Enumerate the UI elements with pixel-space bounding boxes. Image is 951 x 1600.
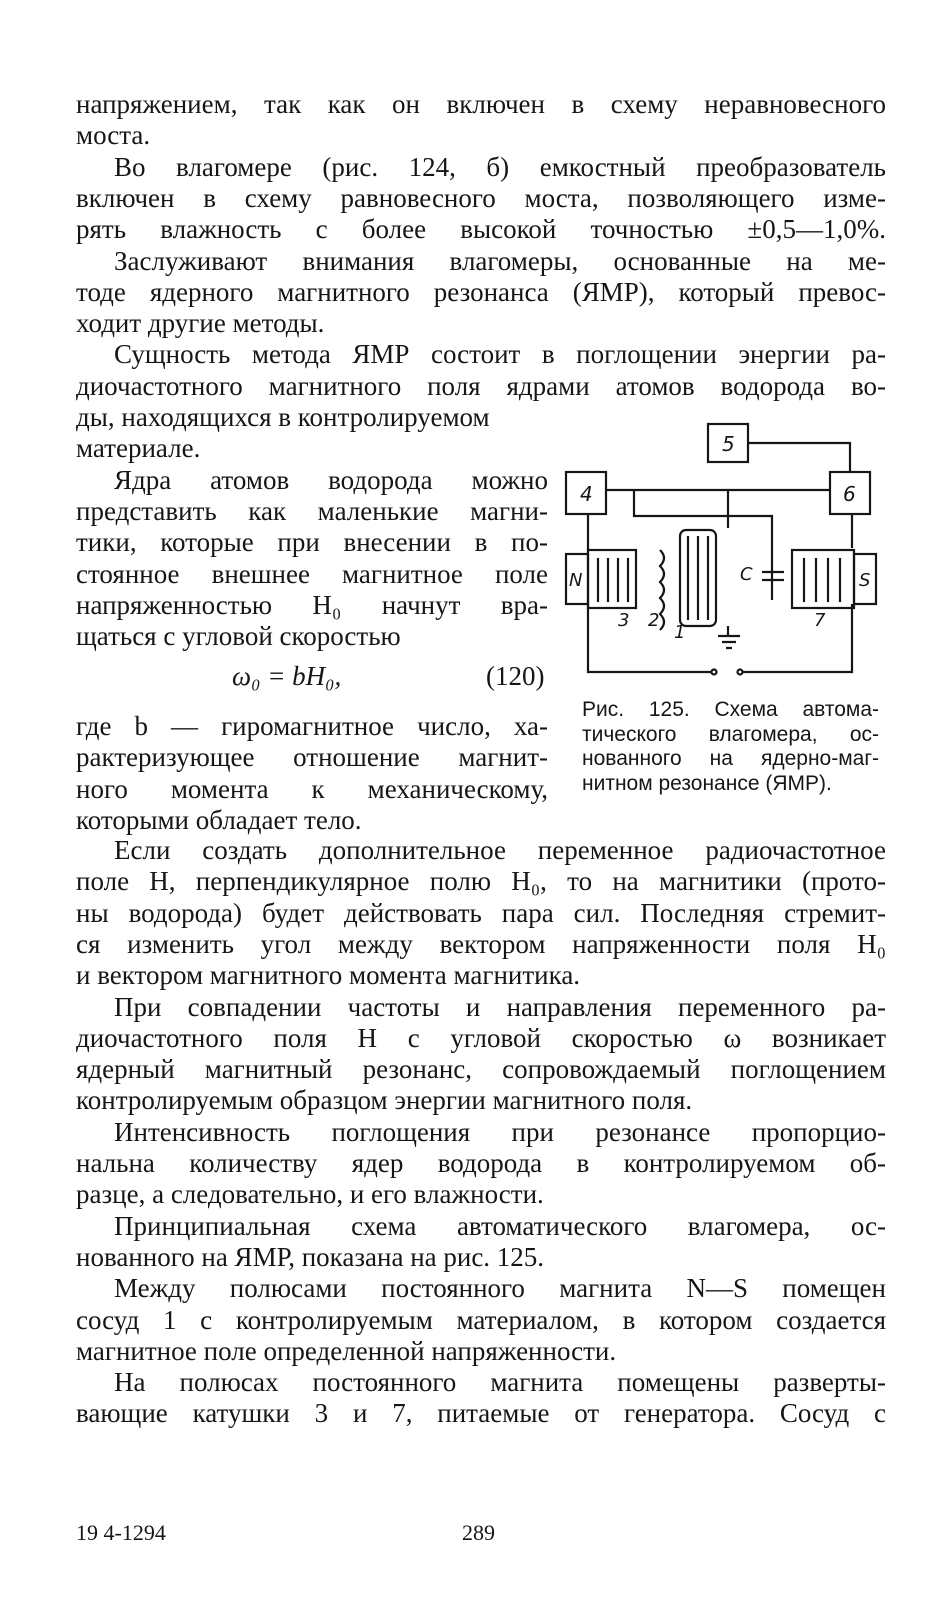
ground-symbol: [718, 626, 740, 648]
text-line: материале.: [76, 433, 201, 464]
text-line: Во влагомере (рис. 124, б) емкостный преобразователь: [114, 151, 886, 182]
coil-3-label: 3: [618, 610, 630, 631]
printer-signature: [76, 1520, 166, 1546]
text-line: нованного на ЯМР, показана на рис. 125.: [76, 1241, 545, 1272]
text-line: моста.: [76, 120, 151, 151]
caption-line: тического влагомера, ос-: [582, 722, 879, 746]
caption-line: Рис. 125. Схема автома-: [582, 698, 879, 721]
text-line: поле H, перпендикулярное полю H₀, то на магнитики (прото-: [76, 866, 886, 897]
text-line: Заслуживают внимания влагомеры, основанные на ме-: [114, 245, 886, 276]
text-line: Принципиальная схема автоматического влагомера, ос-: [114, 1210, 886, 1241]
coil-7-label: 7: [814, 610, 826, 631]
block-5-label: 5: [722, 432, 735, 456]
text-line: напряжением, так как он включен в схему неравновесного: [76, 89, 886, 119]
formula-120: [232, 660, 341, 693]
block-4-label: 4: [580, 482, 593, 506]
text-line: щаться с угловой скоростью: [76, 621, 401, 652]
formula-number: [486, 660, 544, 693]
text-line: ходит другие методы.: [76, 308, 325, 339]
text-line: Сущность метода ЯМР состоит в поглощении энергии ра-: [114, 339, 886, 370]
text-line: ны водорода) будет действовать пара сил. Последняя стремит-: [76, 897, 886, 928]
text-line: стоянное внешнее магнитное поле: [76, 558, 548, 589]
text-line: Если создать дополнительное переменное радиочастотное: [114, 835, 886, 865]
vessel-1-coil: [688, 536, 708, 620]
vessel-1-label: 1: [674, 622, 686, 643]
coil-2-label: 2: [648, 610, 660, 631]
text-line: магнитное поле определенной напряженности.: [76, 1335, 617, 1366]
text-line: которыми обладает тело.: [76, 804, 362, 835]
coil-3-windings: [598, 558, 628, 602]
text-line: Интенсивность поглощения при резонансе пропорцио-: [114, 1116, 886, 1147]
text-line: разце, а следовательно, и его влажности.: [76, 1179, 544, 1210]
terminal-left: [712, 670, 717, 675]
nmr-moisture-meter-diagram: [562, 420, 880, 695]
coil-7-windings: [804, 558, 840, 602]
formula-expression: ω₀ = bH₀,: [232, 661, 342, 691]
block-6-label: 6: [843, 482, 856, 506]
text-line: На полюсах постоянного магнита помещены разверты-: [114, 1367, 886, 1398]
text-line: рять влажность с более высокой точностью ±0,5—1,0%.: [76, 214, 886, 245]
text-line: При совпадении частоты и направления переменного ра-: [114, 991, 886, 1022]
text-line: где b — гиромагнитное число, ха-: [76, 711, 548, 741]
page-number: [462, 1520, 495, 1546]
text-line: представить как маленькие магни-: [76, 495, 548, 526]
text-line: Ядра атомов водорода можно: [114, 464, 548, 495]
text-line: ся изменить угол между вектором напряженности поля H₀: [76, 928, 886, 959]
text-line: включен в схему равновесного моста, позволяющего изме-: [76, 182, 886, 213]
formula-number-label: (120): [486, 661, 545, 691]
coil-7-body: [792, 550, 854, 608]
text-line: диочастотного магнитного поля ядрами атомов водорода во-: [76, 370, 886, 401]
wire-bottom-right: [742, 604, 852, 672]
terminal-right: [738, 670, 743, 675]
wire-5-to-6: [748, 443, 850, 472]
text-line: рактеризующее отношение магнит-: [76, 742, 548, 773]
signature-mark: 19 4-1294: [76, 1520, 166, 1545]
text-line: тики, которые при внесении в по-: [76, 527, 548, 558]
text-line: нальна количеству ядер водорода в контролируемом об-: [76, 1148, 886, 1178]
pole-s-label: S: [859, 570, 871, 591]
text-line: ного момента к механическому,: [76, 773, 548, 804]
text-line: ды, находящихся в контролируемом: [76, 402, 490, 432]
pole-n-label: N: [569, 570, 583, 591]
text-line: сосуд 1 с контролируемым материалом, в котором создается: [76, 1304, 886, 1335]
text-line: вающие катушки 3 и 7, питаемые от генератора. Сосуд с: [76, 1398, 886, 1429]
page-number-label: 289: [462, 1520, 495, 1545]
capacitor-label: C: [740, 564, 753, 585]
coil-2: [660, 550, 664, 630]
caption-line: нитном резонансе (ЯМР).: [582, 771, 832, 795]
text-line: напряженностью H₀ начнут вра-: [76, 589, 548, 620]
text-line: диочастотного поля H с угловой скоростью ω возникает: [76, 1022, 886, 1053]
text-line: Между полюсами постоянного магнита N—S помещен: [114, 1273, 886, 1304]
caption-line: нованного на ядерно-маг-: [582, 747, 879, 770]
text-line: контролируемым образцом энергии магнитного поля.: [76, 1085, 693, 1116]
text-line: и вектором магнитного момента магнитика.: [76, 960, 581, 991]
text-line: ядерный магнитный резонанс, сопровождаемый поглощением: [76, 1054, 886, 1085]
text-line: тоде ядерного магнитного резонанса (ЯМР), который превос-: [76, 276, 886, 307]
